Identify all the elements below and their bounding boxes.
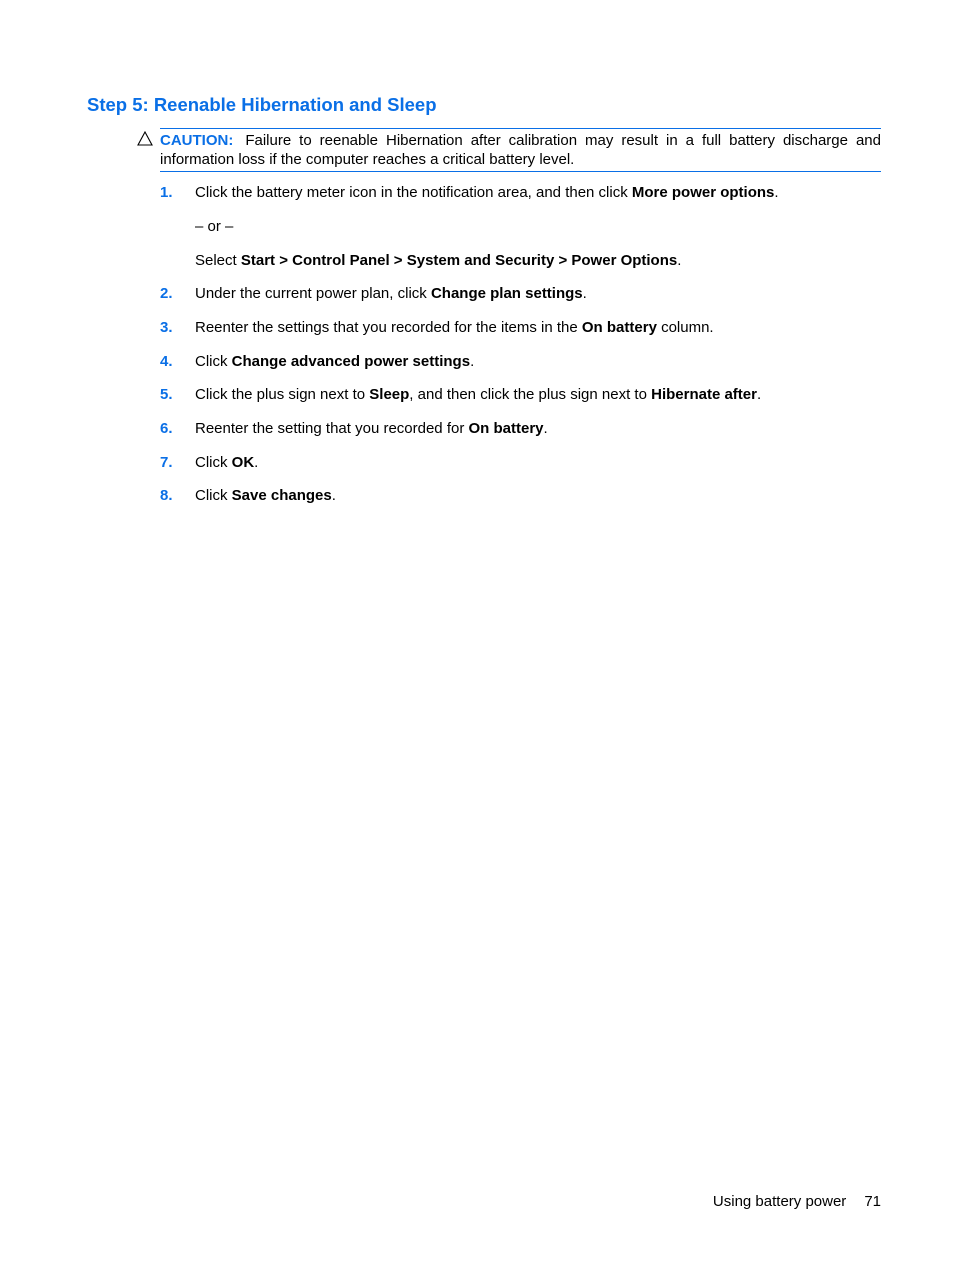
warning-triangle-icon bbox=[137, 131, 153, 146]
step-number: 3. bbox=[160, 319, 173, 336]
step-text: Reenter the settings that you recorded for the items in the On battery column. bbox=[195, 319, 714, 336]
step-text: Click Save changes. bbox=[195, 487, 336, 504]
page-number: 71 bbox=[864, 1193, 881, 1210]
step-number: 5. bbox=[160, 386, 173, 403]
step-number: 8. bbox=[160, 487, 173, 504]
step-text: Reenter the setting that you recorded for On battery. bbox=[195, 420, 548, 437]
step-text: Click OK. bbox=[195, 454, 259, 471]
or-separator: – or – bbox=[195, 218, 234, 235]
step-number: 2. bbox=[160, 285, 173, 302]
step-number: 6. bbox=[160, 420, 173, 437]
step-number: 4. bbox=[160, 353, 173, 370]
caution-label: CAUTION: bbox=[160, 132, 234, 149]
step-text: Click the plus sign next to Sleep, and then click the plus sign next to Hibernate after. bbox=[195, 386, 762, 403]
step-number: 1. bbox=[160, 184, 173, 201]
section-heading: Step 5: Reenable Hibernation and Sleep bbox=[87, 94, 437, 115]
step-text: Under the current power plan, click Change plan settings. bbox=[195, 285, 587, 302]
step-text: Click Change advanced power settings. bbox=[195, 353, 475, 370]
alternate-step-text: Select Start > Control Panel > System and Security > Power Options. bbox=[195, 252, 682, 269]
caution-note bbox=[160, 128, 881, 172]
footer-section-title: Using battery power bbox=[712, 1193, 847, 1210]
caution-text: Failure to reenable Hibernation after calibration may result in a full battery discharge and information loss if the computer reaches a critical battery level. bbox=[160, 132, 881, 168]
page-footer bbox=[713, 1193, 881, 1210]
step-text: Click the battery meter icon in the notification area, and then click More power options. bbox=[195, 184, 779, 201]
step-number: 7. bbox=[160, 454, 173, 471]
